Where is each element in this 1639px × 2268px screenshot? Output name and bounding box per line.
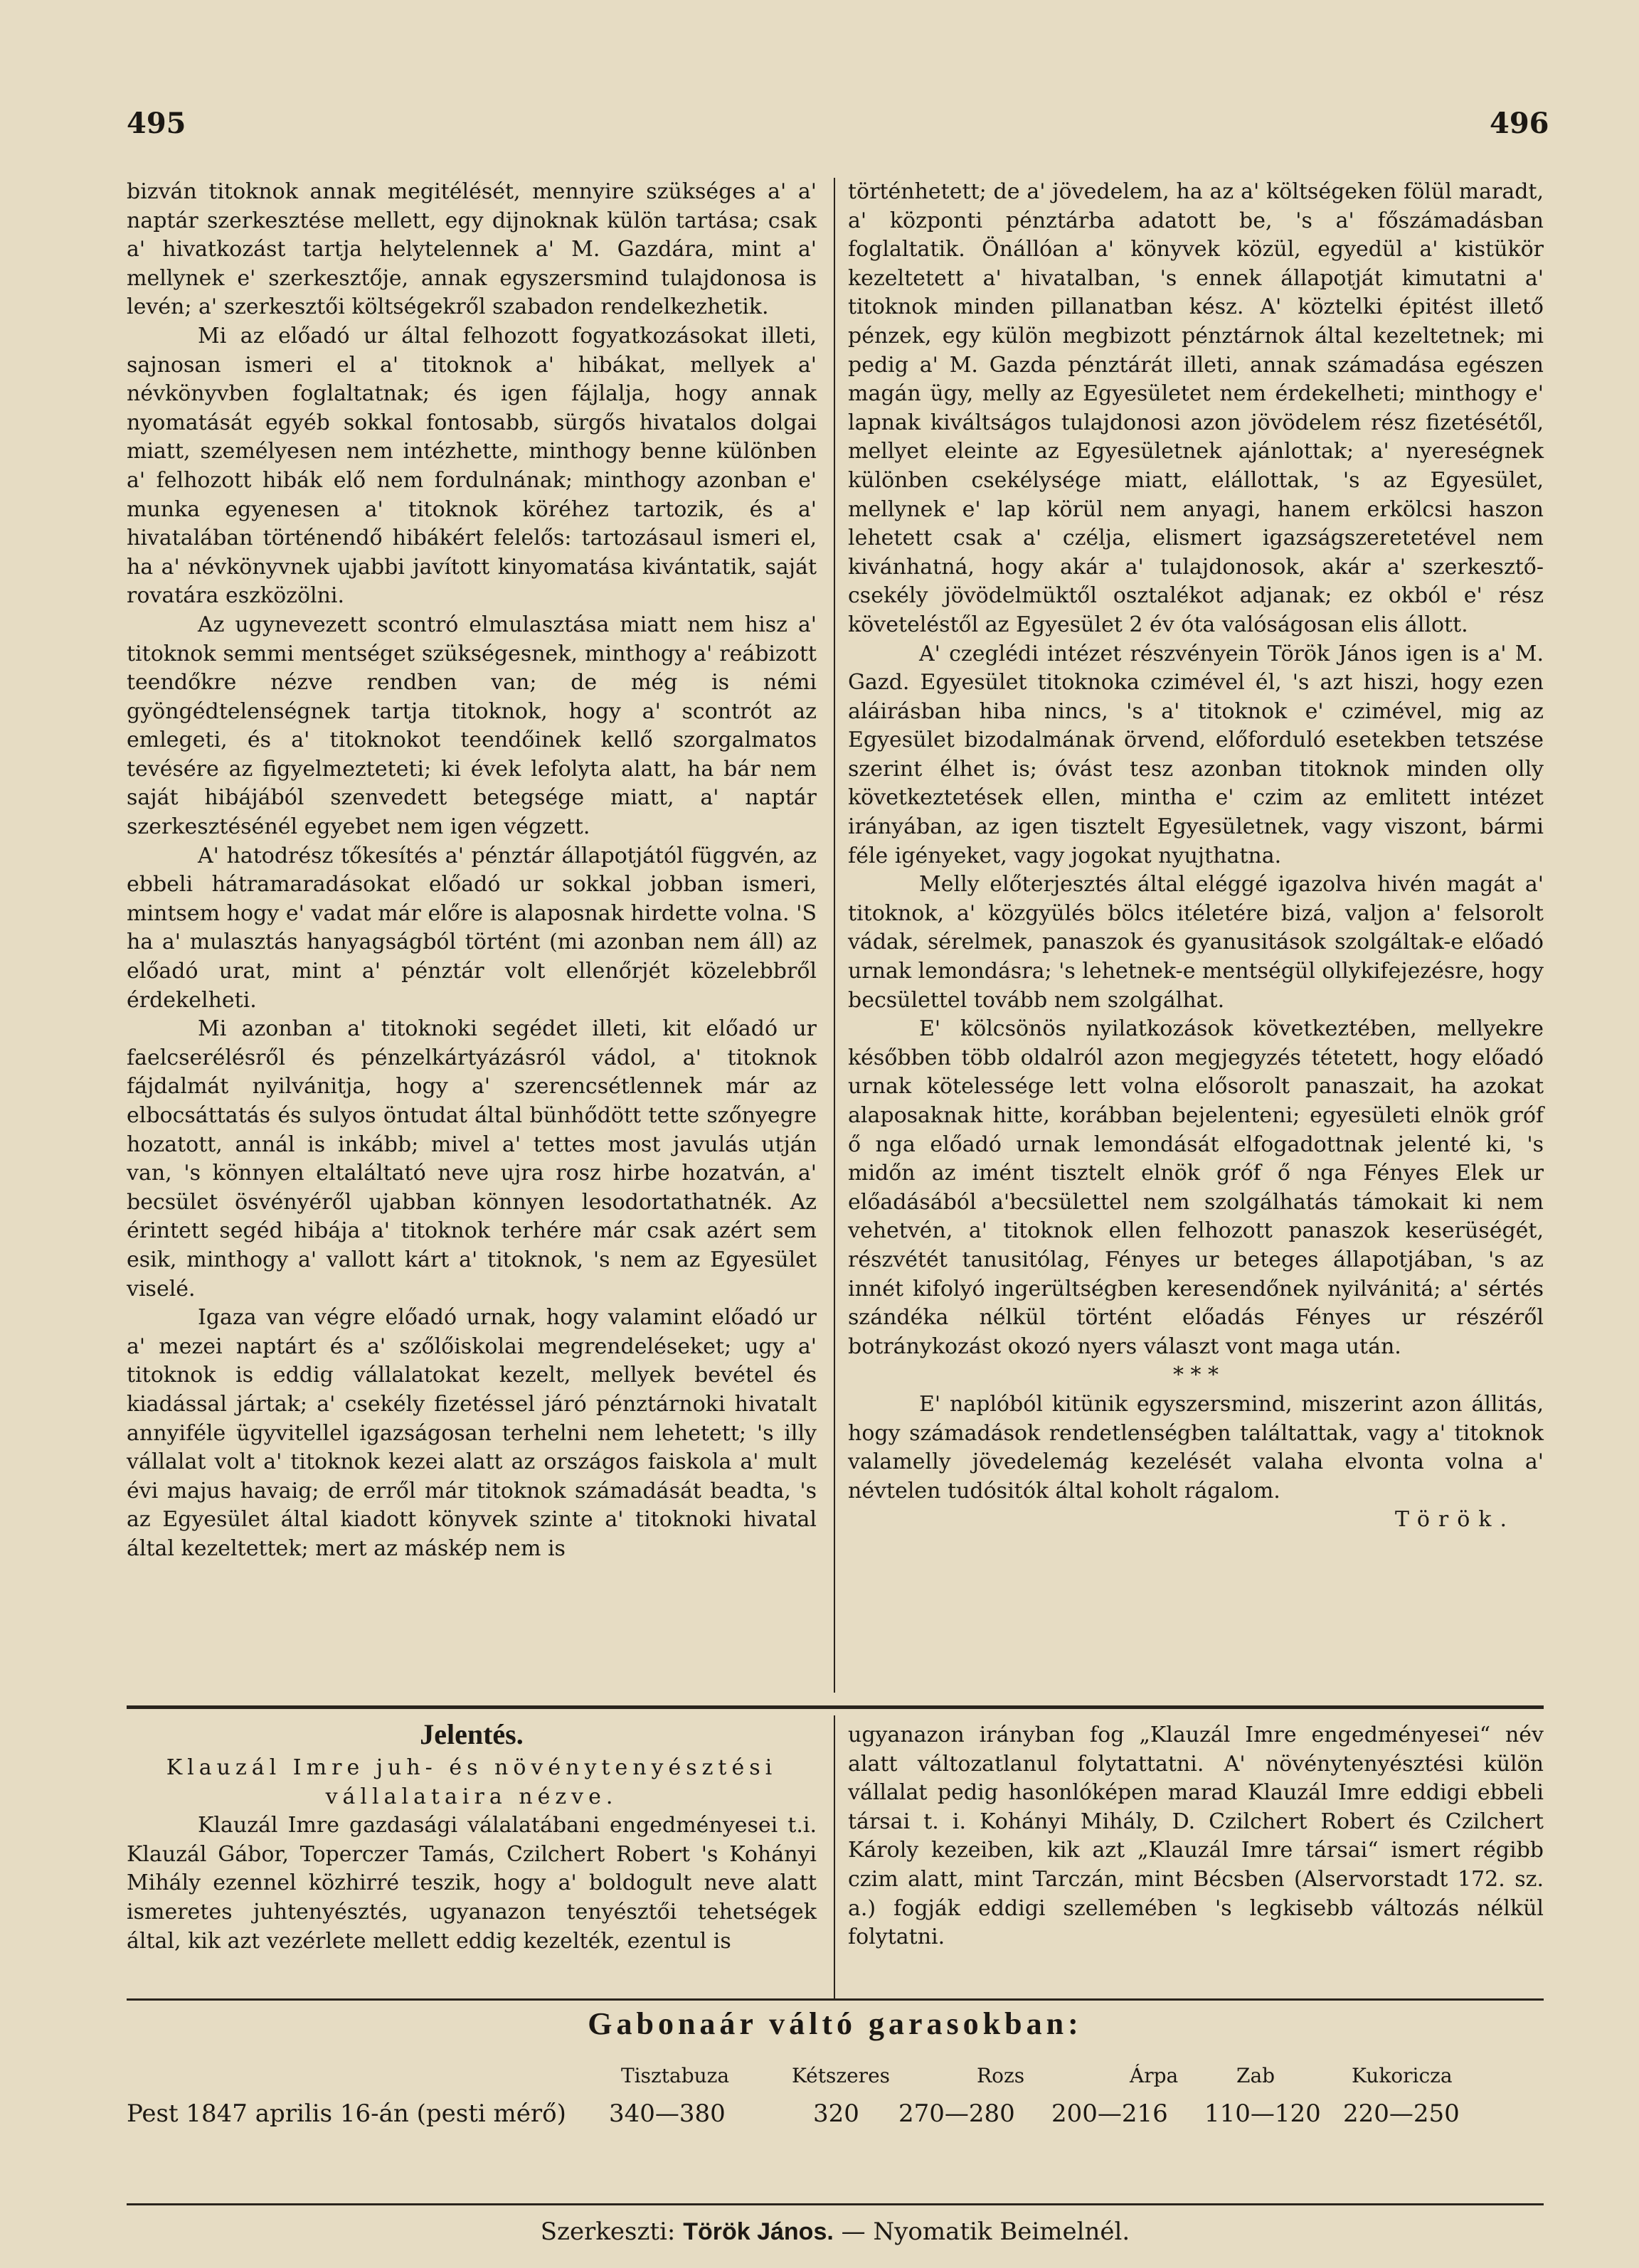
left-paragraph: Igaza van végre előadó urnak, hogy valamint előadó ur a' mezei naptárt és a' szőlőiskolai megrendeléseket; ugy a' titoknok is eddig vállalatokat kezelt, mellyek bevétel és kiadással jártak; a' csekély fizetéssel járó pénztárnoki hivatalt annyiféle ügyvitellel igazságosan terhelni nem lehetett; 's illy vállalat volt a' titoknok kezei alatt az országos faiskola a' mult évi majus havaig; de erről már titoknok számadását beadta, 's az Egyesület által kiadott könyvek szinte a' titoknoki hivatal által kezeltettek; mert az máskép nem is [127,1305,817,1561]
jelentes-left [127,1715,817,1956]
right-paragraph: történhetett; de a' jövedelem, ha az a' költségeken fölül maradt, a' központi pénztárba adatott be, 's a' főszámadásban foglaltatik. Önállóan a' könyvek közül, egyedül a' kistükör kezeltetett a' hivatalban, 's ennek állapotját kimutatni a' titoknok minden pillanatban kész. A' köztelki épitést illető pénzek, egy külön megbizott pénztárnok által kezeltetnek; mi pedig a' M. Gazda pénztárát illeti, annak számadása egészen magán ügy, melly az Egyesületet nem érdekelheti; minthogy e' lapnak kiváltságos tulajdonosi azon jövödelem rész fizetésétől, mellyet eleinte az Egyesületnek ajánlottak; a' nyereségnek különben csekélysége miatt, elállottak, 's az Egyesület, mellynek e' lap körül nem anyagi, hanem erkölcsi haszon lehetett csak a' czélja, elismert igazságszeretetével nem kivánhatná, hogy akár a' tulajdonosok, akár a' szerkesztő-csekély jövödelmüktől osztalékot adjanak; ez okból e' rész követeléstől az Egyesület 2 év óta valóságosan elis állott. [848,179,1544,637]
right-paragraph: E' kölcsönös nyilatkozások következtében, mellyekre későbben több oldalról azon megjegyzés tétetett, hogy előadó urnak kötelessége lett volna elősorolt panaszait, ha azokat alaposaknak hitte, korábban bejelenteni; egyesületi elnök gróf ő nga előadó urnak lemondását elfogadottnak jelenté ki, 's midőn az imént tisztelt elnök gróf ő nga Fényes Elek ur előadásából a'becsülettel nem szolgálhatás támokait ki nem vehetvén, a' titoknok ellen felhozott panaszok keserüségét, részvétét tanusitólag, Fényes ur beteges állapotjában, 's az innét kifolyó ingerültségben keresendőnek nyilvánitá; a' sértés szándéka nélkül történt előadás Fényes ur részéről botránykozást okozó nyers választ vont maga után. [848,1016,1544,1359]
prices-rule [127,1998,1544,2001]
prices-title: Gabonaár váltó garasokban: [588,2006,1083,2041]
page-number-right: 496 [1490,107,1549,140]
right-paragraph: Melly előterjesztés által eléggé igazolva hivén magát a' titoknok, a' közgyülés bölcs itéletére bizá, valjon a' felsorolt vádak, sérelmek, panaszok és gyanusitások szolgáltak-e előadó urnak lemondásra; 's lehetnek-e mentségül ollykifejezésre, hogy becsülettel tovább nem szolgálhat. [848,872,1544,1013]
jelentes-text: Klauzál Imre gazdasági válalatábani engedményesei t.i. Klauzál Gábor, Toperczer Tamás, Czilchert Robert 's Kohányi Mihály ezennel közhirré teszik, hogy a' boldogult neve alatt ismeretes juhtenyésztés, ugyanazon tenyésztői tehetségek által, kik azt vezérlete mellett eddig kezelték, ezentul is [127,1813,817,1954]
page-number-left: 495 [127,107,186,140]
price-column-header: Rozs [977,2064,1025,2087]
editor-label: Szerkeszti: [540,2218,676,2246]
left-column [127,178,817,1564]
price-value: 110—120 [1204,2099,1321,2128]
price-column-header: Kétszeres [792,2064,891,2087]
section-asterisks: * * * [1172,1363,1219,1388]
section-rule [127,1705,1544,1709]
price-value: 320 [813,2099,859,2128]
right-paragraph: A' czeglédi intézet részvényein Török János igen is a' M. Gazd. Egyesület titoknoka czimével él, 's azt hiszi, hogy ezen aláirásban hiba nincs, 's a' titoknok e' czimével, mig az Egyesület bizodalmának örvend, előforduló esetekben tetszése szerint élhet is; óvást tesz azonban titoknok minden olly következtetések ellen, mintha e' czim az emlitett intézet irányában, az igen tisztelt Egyesületnek, vagy viszont, bármi féle igényeket, vagy jogokat nyujthatna. [848,641,1544,868]
left-paragraph: Az ugynevezett scontró elmulasztása miatt nem hisz a' titoknok semmi mentséget szükségesnek, minthogy a' reábizott teendőkre nézve rendben van; de még is némi gyöngédtelenségnek tartja titoknok, hogy a' scontrót az emlegeti, és a' titoknokot teendőinek kellő szorgalmatos tevésére az figyelmezteteti; ki évek lefolyta alatt, ha bár nem saját hibájából szenvedett betegsége miatt, a' naptár szerkesztésénél egyebet nem igen végzett. [127,612,817,840]
footer-rule [127,2203,1544,2205]
price-value: 220—250 [1343,2099,1460,2128]
editor-name: Török János. [683,2218,834,2245]
imprint [127,2218,1544,2246]
column-divider [834,178,835,1693]
jelentes-subtitle: Klauzál Imre juh- és növénytenyésztési [166,1755,778,1780]
imprint-dash: — [841,2218,866,2246]
price-value: 270—280 [898,2099,1015,2128]
jelentes-heading: Jelentés. [420,1718,524,1750]
jelentes-right [848,1721,1544,1952]
right-column [848,178,1544,1535]
left-paragraph: Mi az előadó ur által felhozott fogyatkozásokat illeti, sajnosan ismeri el a' titoknok a' hibákat, mellyek a' névkönyvben foglaltatnak; és igen fájlalja, hogy annak nyomatását egyéb sokkal fontosabb, sürgős hivatalos dolgai miatt, személyesen nem intézhette, minthogy benne különben a' felhozott hibák elő nem fordulnának; minthogy azonban e' munka egyenesen a' titoknok köréhez tartozik, és a' hivatalában történendő hibákért felelős: tartozásaul ismeri el, ha a' névkönyvnek ujabbi javított kinyomatása kivántatik, saját rovatára eszközölni. [127,323,817,609]
jelentes-subtitle: vállalataira nézve. [325,1784,618,1809]
signature: Török. [1394,1507,1515,1533]
grain-prices-table [127,2006,1544,2148]
jelentes-text: ugyanazon irányban fog „Klauzál Imre engedményesei“ név alatt változatlanul folytattatni. A' növénytenyésztési külön vállalat pedig hasonlóképen marad Klauzál Imre eddigi ebbeli társai t. i. Kohányi Mihály, D. Czilchert Robert és Czilchert Károly kezeiben, kik azt „Klauzál Imre társai“ ismert régibb czim alatt, mint Tarczán, mint Bécsben (Alservorstadt 172. sz. a.) fogják eddigi szellemében 's legkisebb változás nélkül folytatni. [848,1723,1544,1950]
price-column-header: Zab [1236,2064,1275,2087]
left-paragraph: Mi azonban a' titoknoki segédet illeti, kit előadó ur faelcserélésről és pénzelkártyázásról vádol, a' titoknok fájdalmát nyilvánitja, hogy a' szerencsétlennek már az elbocsáttatás és sulyos öntudat által bünhődött tette szőnyegre hozatott, annál is inkább; mivel a' tettes most javulás utján van, 's könnyen eltaláltató neve ujra rosz hirbe hozatván, a' becsület ösvényéről ujabban könnyen lesodortathatnék. Az érintett segéd hibája a' titoknok terhére már csak azért sem esik, minthogy a' vallott kárt a' titoknok, 's nem az Egyesület viselé. [127,1016,817,1301]
price-row-label: Pest 1847 aprilis 16-án (pesti mérő) [127,2099,566,2128]
price-column-header: Árpa [1130,2064,1179,2087]
price-column-header: Kukoricza [1352,2064,1453,2087]
left-paragraph: bizván titoknok annak megitélését, mennyire szükséges a' a' naptár szerkesztése mellett, egy dijnoknak külön tartása; csak a' hivatkozást tartja helytelennek a' M. Gazdára, mint a' mellynek e' szerkesztője, annak egyszersmind tulajdonosa is levén; a' szerkesztői költségekről szabadon rendelkezhetik. [127,179,817,320]
price-value: 340—380 [609,2099,726,2128]
price-value: 200—216 [1051,2099,1168,2128]
printer-name: Nyomatik Beimelnél. [873,2218,1130,2246]
left-paragraph: A' hatodrész tőkesítés a' pénztár állapotjától függvén, az ebbeli hátramaradásokat előadó ur sokkal jobban ismeri, mintsem hogy e' vadat már előre is alaposnak hirdette volna. 'S ha a' mulasztás hanyagságból történt (mi azonban nem áll) az előadó urat, mint a' pénztár volt ellenőrjét közelebbről érdekelheti. [127,843,817,1013]
column-divider [834,1715,835,2000]
price-column-header: Tisztabuza [621,2064,730,2087]
right-paragraph: E' naplóból kitünik egyszersmind, miszerint azon állitás, hogy számadások rendetlenségben találtattak, vagy a' titoknok valamelly jövedelemág kezelését valaha elvonta volna a' névtelen tudósitók által koholt rágalom. [848,1391,1544,1503]
